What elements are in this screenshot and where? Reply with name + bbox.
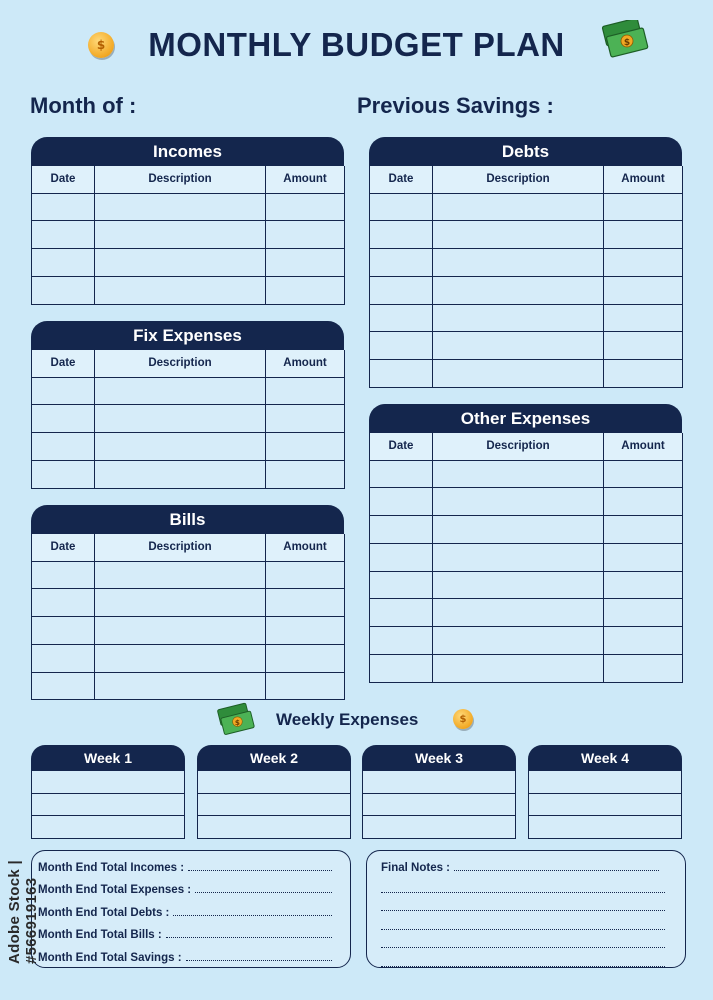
fix-expenses-header: Fix Expenses: [31, 321, 344, 350]
date-cell[interactable]: [370, 627, 433, 655]
money-bills-icon: [214, 702, 256, 738]
final-notes-line[interactable]: [381, 851, 665, 874]
description-column-header: Description: [433, 433, 604, 460]
amount-cell[interactable]: [604, 655, 683, 683]
description-cell[interactable]: [433, 304, 604, 332]
svg-text:$: $: [234, 717, 240, 727]
table-row: [32, 377, 345, 405]
total-bills-line[interactable]: [38, 919, 338, 942]
bills-table: [31, 505, 344, 700]
description-cell[interactable]: [433, 460, 604, 488]
description-cell[interactable]: [95, 276, 266, 304]
table-row: [32, 771, 185, 794]
description-cell[interactable]: [433, 655, 604, 683]
week-1-box: [31, 745, 185, 839]
stock-id-label: Adobe Stock | #566919163: [6, 860, 40, 964]
table-row: [32, 193, 345, 221]
table-row: [32, 816, 185, 839]
week-cell[interactable]: [363, 793, 516, 816]
amount-cell[interactable]: [266, 193, 345, 221]
notes-line[interactable]: [381, 930, 665, 949]
table-row: [370, 516, 683, 544]
description-cell[interactable]: [95, 405, 266, 433]
date-cell[interactable]: [32, 193, 95, 221]
date-cell[interactable]: [370, 571, 433, 599]
table-row: [32, 276, 345, 304]
week-cell[interactable]: [32, 816, 185, 839]
final-notes-field[interactable]: [454, 869, 659, 871]
week-cell[interactable]: [198, 771, 351, 794]
table-row: [370, 599, 683, 627]
total-expenses-line[interactable]: [38, 874, 338, 897]
description-cell[interactable]: [433, 332, 604, 360]
total-savings-line[interactable]: [38, 941, 338, 964]
total-bills-field[interactable]: [166, 936, 332, 938]
other-expenses-header: Other Expenses: [369, 404, 682, 433]
week-cell[interactable]: [529, 816, 682, 839]
date-cell[interactable]: [370, 543, 433, 571]
total-debts-field[interactable]: [173, 914, 332, 916]
table-row: [32, 249, 345, 277]
amount-cell[interactable]: [604, 360, 683, 388]
date-cell[interactable]: [370, 655, 433, 683]
date-column-header: Date: [370, 166, 433, 193]
table-row: [32, 460, 345, 488]
amount-cell[interactable]: [266, 644, 345, 672]
table-row: [370, 221, 683, 249]
description-cell[interactable]: [95, 193, 266, 221]
date-column-header: Date: [32, 166, 95, 193]
description-cell[interactable]: [433, 488, 604, 516]
amount-cell[interactable]: [266, 405, 345, 433]
date-cell[interactable]: [32, 405, 95, 433]
description-cell[interactable]: [433, 543, 604, 571]
fix-expenses-grid: [31, 350, 345, 489]
incomes-table: [31, 137, 344, 305]
week-cell[interactable]: [529, 793, 682, 816]
table-row: [32, 617, 345, 645]
amount-cell[interactable]: [604, 193, 683, 221]
table-row: [198, 771, 351, 794]
month-label: Month of :: [30, 93, 137, 118]
coin-icon: $: [88, 32, 114, 58]
amount-cell[interactable]: [266, 249, 345, 277]
table-row: [370, 193, 683, 221]
date-cell[interactable]: [32, 221, 95, 249]
table-row: [370, 571, 683, 599]
total-savings-field[interactable]: [186, 959, 332, 961]
description-cell[interactable]: [95, 460, 266, 488]
notes-line[interactable]: [381, 893, 665, 912]
table-row: [32, 561, 345, 589]
table-row: [529, 771, 682, 794]
description-cell[interactable]: [95, 221, 266, 249]
notes-line[interactable]: [381, 948, 665, 967]
description-cell[interactable]: [95, 617, 266, 645]
description-cell[interactable]: [433, 599, 604, 627]
total-incomes-line[interactable]: [38, 851, 338, 874]
date-cell[interactable]: [32, 644, 95, 672]
amount-cell[interactable]: [266, 377, 345, 405]
amount-cell[interactable]: [266, 276, 345, 304]
final-notes-box: [366, 850, 686, 968]
amount-column-header: Amount: [266, 166, 345, 193]
date-cell[interactable]: [32, 433, 95, 461]
description-column-header: Description: [95, 534, 266, 561]
amount-column-header: Amount: [604, 166, 683, 193]
title-part-2: BUDGET: [320, 26, 464, 63]
previous-savings-label: Previous Savings :: [357, 93, 554, 118]
table-row: [32, 433, 345, 461]
description-cell[interactable]: [433, 193, 604, 221]
week-cell[interactable]: [32, 771, 185, 794]
money-bills-icon: [598, 20, 650, 58]
date-cell[interactable]: [32, 249, 95, 277]
date-cell[interactable]: [370, 193, 433, 221]
amount-cell[interactable]: [604, 249, 683, 277]
amount-cell[interactable]: [266, 561, 345, 589]
date-cell[interactable]: [32, 377, 95, 405]
title-part-3: PLAN: [463, 26, 565, 63]
amount-cell[interactable]: [266, 221, 345, 249]
date-column-header: Date: [32, 350, 95, 377]
description-cell[interactable]: [433, 249, 604, 277]
debts-grid: [369, 166, 683, 388]
total-expenses-label: Month End Total Expenses :: [38, 884, 192, 896]
total-bills-label: Month End Total Bills :: [38, 929, 162, 941]
incomes-grid: [31, 166, 345, 305]
notes-line[interactable]: [381, 874, 665, 893]
amount-cell[interactable]: [266, 460, 345, 488]
amount-column-header: Amount: [266, 534, 345, 561]
table-row: [363, 771, 516, 794]
date-cell[interactable]: [32, 460, 95, 488]
date-cell[interactable]: [370, 488, 433, 516]
date-cell[interactable]: [370, 599, 433, 627]
date-cell[interactable]: [370, 460, 433, 488]
table-row: [370, 488, 683, 516]
amount-cell[interactable]: [604, 276, 683, 304]
week-cell[interactable]: [363, 771, 516, 794]
date-cell[interactable]: [32, 589, 95, 617]
table-row: [370, 627, 683, 655]
description-cell[interactable]: [433, 276, 604, 304]
date-cell[interactable]: [370, 516, 433, 544]
amount-cell[interactable]: [604, 221, 683, 249]
date-cell[interactable]: [370, 276, 433, 304]
other-expenses-table: [369, 404, 682, 683]
description-column-header: Description: [95, 350, 266, 377]
amount-cell[interactable]: [604, 543, 683, 571]
svg-text:$: $: [623, 38, 631, 48]
amount-column-header: Amount: [266, 350, 345, 377]
title-part-1: MONTHLY: [148, 26, 321, 63]
incomes-header: Incomes: [31, 137, 344, 166]
table-row: [32, 221, 345, 249]
amount-cell[interactable]: [604, 332, 683, 360]
total-incomes-field[interactable]: [188, 869, 332, 871]
amount-column-header: Amount: [604, 433, 683, 460]
description-cell[interactable]: [433, 571, 604, 599]
week-cell[interactable]: [32, 793, 185, 816]
amount-cell[interactable]: [266, 433, 345, 461]
week-cell[interactable]: [198, 816, 351, 839]
table-row: [370, 304, 683, 332]
date-cell[interactable]: [32, 276, 95, 304]
total-expenses-field[interactable]: [195, 891, 332, 893]
week-3-box: [362, 745, 516, 839]
date-cell[interactable]: [32, 672, 95, 700]
date-cell[interactable]: [370, 249, 433, 277]
month-end-summary: [31, 850, 351, 968]
table-row: [370, 249, 683, 277]
amount-cell[interactable]: [266, 589, 345, 617]
date-cell[interactable]: [32, 561, 95, 589]
final-notes-label: Final Notes :: [381, 862, 451, 874]
description-cell[interactable]: [95, 249, 266, 277]
week-cell[interactable]: [363, 816, 516, 839]
week-cell[interactable]: [198, 793, 351, 816]
description-cell[interactable]: [95, 377, 266, 405]
amount-cell[interactable]: [604, 304, 683, 332]
total-debts-line[interactable]: [38, 896, 338, 919]
description-column-header: Description: [95, 166, 266, 193]
fix-expenses-table: [31, 321, 344, 489]
coin-icon: $: [453, 709, 473, 729]
date-cell[interactable]: [370, 304, 433, 332]
description-cell[interactable]: [433, 627, 604, 655]
bills-grid: [31, 534, 345, 700]
table-row: [370, 655, 683, 683]
table-row: [363, 793, 516, 816]
table-row: [370, 332, 683, 360]
table-row: [32, 644, 345, 672]
amount-cell[interactable]: [266, 672, 345, 700]
table-row: [529, 816, 682, 839]
table-row: [370, 276, 683, 304]
date-column-header: Date: [370, 433, 433, 460]
amount-cell[interactable]: [604, 460, 683, 488]
weekly-expenses-title: Weekly Expenses: [276, 710, 419, 729]
amount-cell[interactable]: [604, 488, 683, 516]
notes-line[interactable]: [381, 911, 665, 930]
description-cell[interactable]: [95, 433, 266, 461]
total-incomes-label: Month End Total Incomes :: [38, 861, 185, 874]
debts-header: Debts: [369, 137, 682, 166]
table-row: [370, 543, 683, 571]
date-column-header: Date: [32, 534, 95, 561]
amount-cell[interactable]: [266, 617, 345, 645]
other-expenses-grid: [369, 433, 683, 683]
description-cell[interactable]: [433, 360, 604, 388]
table-row: [370, 460, 683, 488]
description-cell[interactable]: [95, 644, 266, 672]
week-2-header: Week 2: [197, 745, 351, 770]
week-3-header: Week 3: [362, 745, 516, 770]
table-row: [198, 816, 351, 839]
week-2-box: [197, 745, 351, 839]
bills-header: Bills: [31, 505, 344, 534]
table-row: [363, 816, 516, 839]
week-1-header: Week 1: [31, 745, 185, 770]
table-row: [198, 793, 351, 816]
total-savings-label: Month End Total Savings :: [38, 951, 182, 964]
table-row: [32, 405, 345, 433]
description-cell[interactable]: [433, 516, 604, 544]
table-row: [370, 360, 683, 388]
description-cell[interactable]: [433, 221, 604, 249]
table-row: [529, 793, 682, 816]
description-cell[interactable]: [95, 589, 266, 617]
date-cell[interactable]: [32, 617, 95, 645]
amount-cell[interactable]: [604, 516, 683, 544]
date-cell[interactable]: [370, 332, 433, 360]
week-4-box: [528, 745, 682, 839]
table-row: [32, 672, 345, 700]
total-debts-label: Month End Total Debts :: [38, 906, 170, 919]
week-4-header: Week 4: [528, 745, 682, 770]
amount-cell[interactable]: [604, 627, 683, 655]
amount-cell[interactable]: [604, 599, 683, 627]
debts-table: [369, 137, 682, 388]
week-cell[interactable]: [529, 771, 682, 794]
description-cell[interactable]: [95, 561, 266, 589]
amount-cell[interactable]: [604, 571, 683, 599]
table-row: [32, 793, 185, 816]
description-cell[interactable]: [95, 672, 266, 700]
description-column-header: Description: [433, 166, 604, 193]
date-cell[interactable]: [370, 221, 433, 249]
table-row: [32, 589, 345, 617]
date-cell[interactable]: [370, 360, 433, 388]
